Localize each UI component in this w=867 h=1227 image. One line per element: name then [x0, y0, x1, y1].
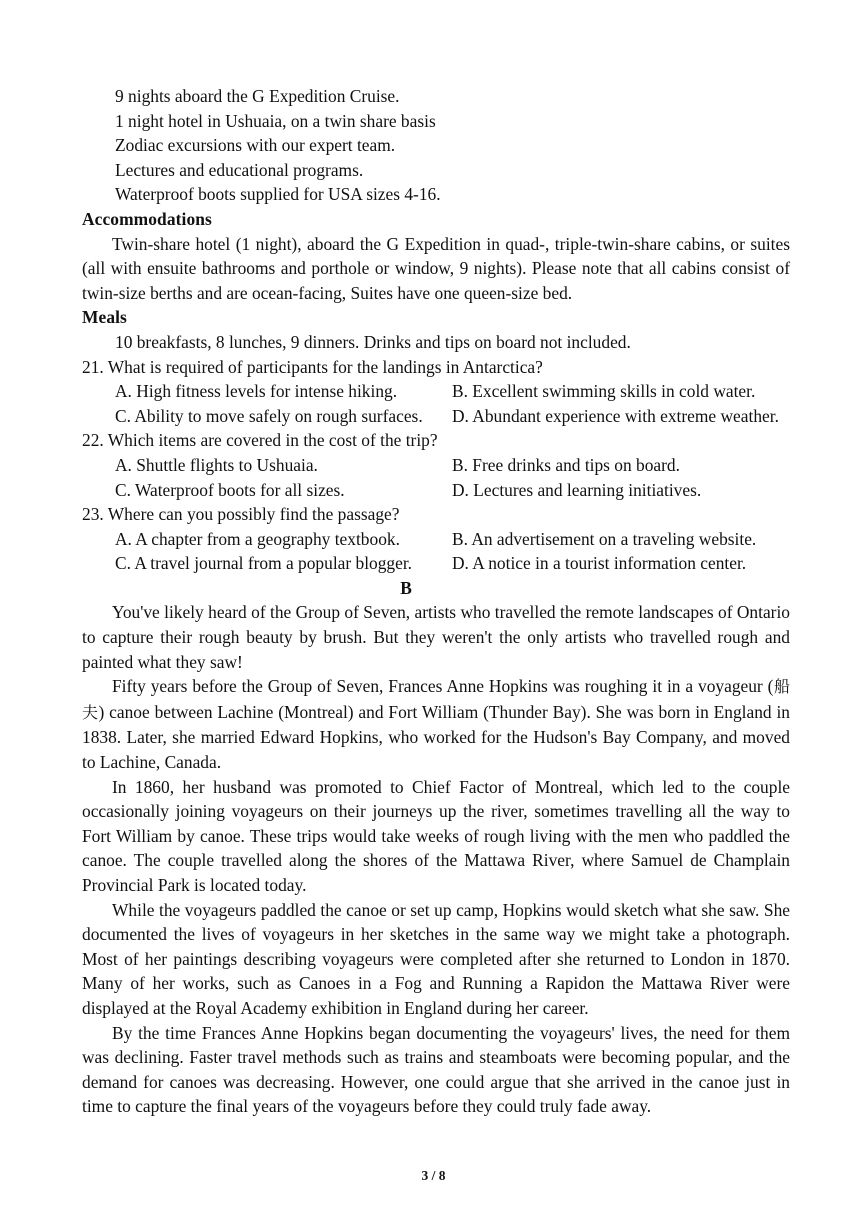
question-22-option-d[interactable]: D. Lectures and learning initiatives.: [452, 479, 702, 500]
chinese-gloss: 船夫: [82, 677, 790, 722]
passage-b-paragraph-4: While the voyageurs paddled the canoe or set up camp, Hopkins would sketch what she saw. She documented the lives of voyageurs in her sketches in the same way we might take a photograph. Most of her paintings describing voyageurs were completed after she returned to London in 1870. Many of her works, such as Canoes in a Fog and Running a Rapidon the Mattawa River were displayed at the Royal Academy exhibition in England during her career.: [82, 899, 790, 1018]
list-item: 1 night hotel in Ushuaia, on a twin share basis: [115, 110, 436, 131]
question-21-option-c[interactable]: C. Ability to move safely on rough surfaces.: [115, 405, 423, 426]
list-item: Waterproof boots supplied for USA sizes 4-16.: [115, 184, 441, 205]
passage-b-paragraph-1: You've likely heard of the Group of Seven, artists who travelled the remote landscapes of Ontario to capture their rough beauty by brush. But they weren't the only artists who travelled rough and painted what they saw!: [82, 602, 790, 672]
question-23-option-d[interactable]: D. A notice in a tourist information center.: [452, 553, 747, 574]
passage-b-paragraph-2: [82, 674, 790, 774]
inclusions-list: [82, 84, 790, 207]
question-21-option-d[interactable]: D. Abundant experience with extreme weather.: [452, 405, 779, 426]
question-22-option-c[interactable]: C. Waterproof boots for all sizes.: [115, 479, 345, 500]
question-23-option-c[interactable]: C. A travel journal from a popular blogger.: [115, 553, 413, 574]
passage-b-paragraph-3: In 1860, her husband was promoted to Chief Factor of Montreal, which led to the couple occasionally joining voyageurs on their journeys up the river, sometimes travelling all the way to Fort William by canoe. These trips would take weeks of rough living with the men who paddled the canoe. The couple travelled along the shores of the Mattawa River, where Samuel de Champlain Provincial Park is located today.: [82, 776, 790, 895]
question-21-options-row-2: [82, 404, 790, 429]
question-23-option-a[interactable]: A. A chapter from a geography textbook.: [115, 528, 400, 549]
list-item: Zodiac excursions with our expert team.: [115, 135, 396, 156]
page-content: [82, 84, 790, 1119]
page-footer: 3 / 8: [421, 1168, 446, 1183]
question-22-options-row-1: [82, 453, 790, 478]
question-22-options-row-2: [82, 478, 790, 503]
accommodations-heading: Accommodations: [82, 208, 212, 229]
meals-body: 10 breakfasts, 8 lunches, 9 dinners. Drinks and tips on board not included.: [115, 331, 631, 352]
question-23-stem: 23. Where can you possibly find the passage?: [82, 504, 400, 525]
passage-b-paragraph-5: By the time Frances Anne Hopkins began documenting the voyageurs' lives, the need for them was declining. Faster travel methods such as trains and steamboats were becoming popular, and the demand for canoes was decreasing. However, one could argue that she arrived in the canoe just in time to capture the final years of the voyageurs before they could truly fade away.: [82, 1022, 790, 1117]
question-22-option-a[interactable]: A. Shuttle flights to Ushuaia.: [115, 454, 318, 475]
question-21-option-a[interactable]: A. High fitness levels for intense hiking.: [115, 381, 398, 402]
accommodations-body: Twin-share hotel (1 night), aboard the G Expedition in quad-, triple-twin-share cabins, or suites (all with ensuite bathrooms and porthole or window, 9 nights). Please note that all cabins consist of twin-size berths and are ocean-facing, Suites have one queen-size bed.: [82, 233, 790, 303]
question-21-stem: 21. What is required of participants for the landings in Antarctica?: [82, 356, 543, 377]
meals-heading: Meals: [82, 307, 127, 328]
question-22-stem: 22. Which items are covered in the cost of the trip?: [82, 430, 438, 451]
question-23-options-row-2: [82, 551, 790, 576]
question-21-option-b[interactable]: B. Excellent swimming skills in cold water.: [452, 381, 756, 402]
passage-b-paragraph-2-lead: Fifty years before the Group of Seven, Frances Anne Hopkins was roughing it in a voyageur (: [112, 676, 774, 697]
list-item: Lectures and educational programs.: [115, 159, 364, 180]
section-letter-b: B: [400, 577, 412, 598]
question-23-options-row-1: [82, 527, 790, 552]
question-21-options-row-1: [82, 379, 790, 404]
passage-b-paragraph-2-rest: ) canoe between Lachine (Montreal) and Fort William (Thunder Bay). She was born in England in 1838. Later, she married Edward Hopkins, who worked for the Hudson's Bay Company, and moved to Lachine, Canada.: [82, 701, 790, 773]
question-23-option-b[interactable]: B. An advertisement on a traveling website.: [452, 528, 757, 549]
list-item: 9 nights aboard the G Expedition Cruise.: [115, 86, 400, 106]
question-22-option-b[interactable]: B. Free drinks and tips on board.: [452, 454, 680, 475]
